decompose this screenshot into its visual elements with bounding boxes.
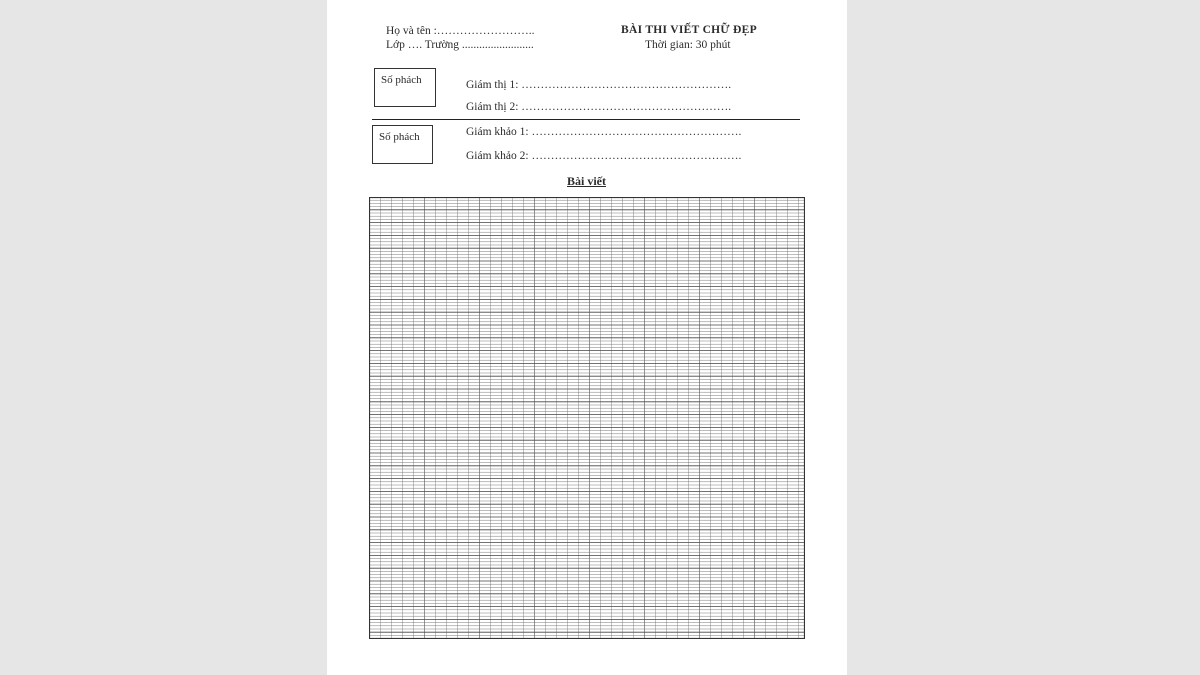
handwriting-grid[interactable] (369, 197, 805, 639)
student-name-line: Họ và tên :…………………….. (386, 25, 535, 37)
candidate-number-box-2 (372, 125, 433, 164)
exam-time: Thời gian: 30 phút (645, 39, 731, 51)
class-school-line: Lớp …. Trường ......................... (386, 39, 534, 51)
examiner-1-line: Giám khảo 1: ………………………………………………. (466, 126, 742, 138)
proctor-2-line: Giám thị 2: ………………………………………………. (466, 101, 732, 113)
writing-section-heading: Bài viết (567, 174, 606, 188)
cut-line (372, 119, 800, 120)
candidate-number-box-1 (374, 68, 436, 107)
candidate-number-label-1: Số phách (381, 74, 422, 86)
exam-title: BÀI THI VIẾT CHỮ ĐẸP (621, 24, 757, 36)
proctor-1-line: Giám thị 1: ………………………………………………. (466, 79, 732, 91)
candidate-number-label-2: Số phách (379, 131, 420, 143)
examiner-2-line: Giám khảo 2: ………………………………………………. (466, 150, 742, 162)
